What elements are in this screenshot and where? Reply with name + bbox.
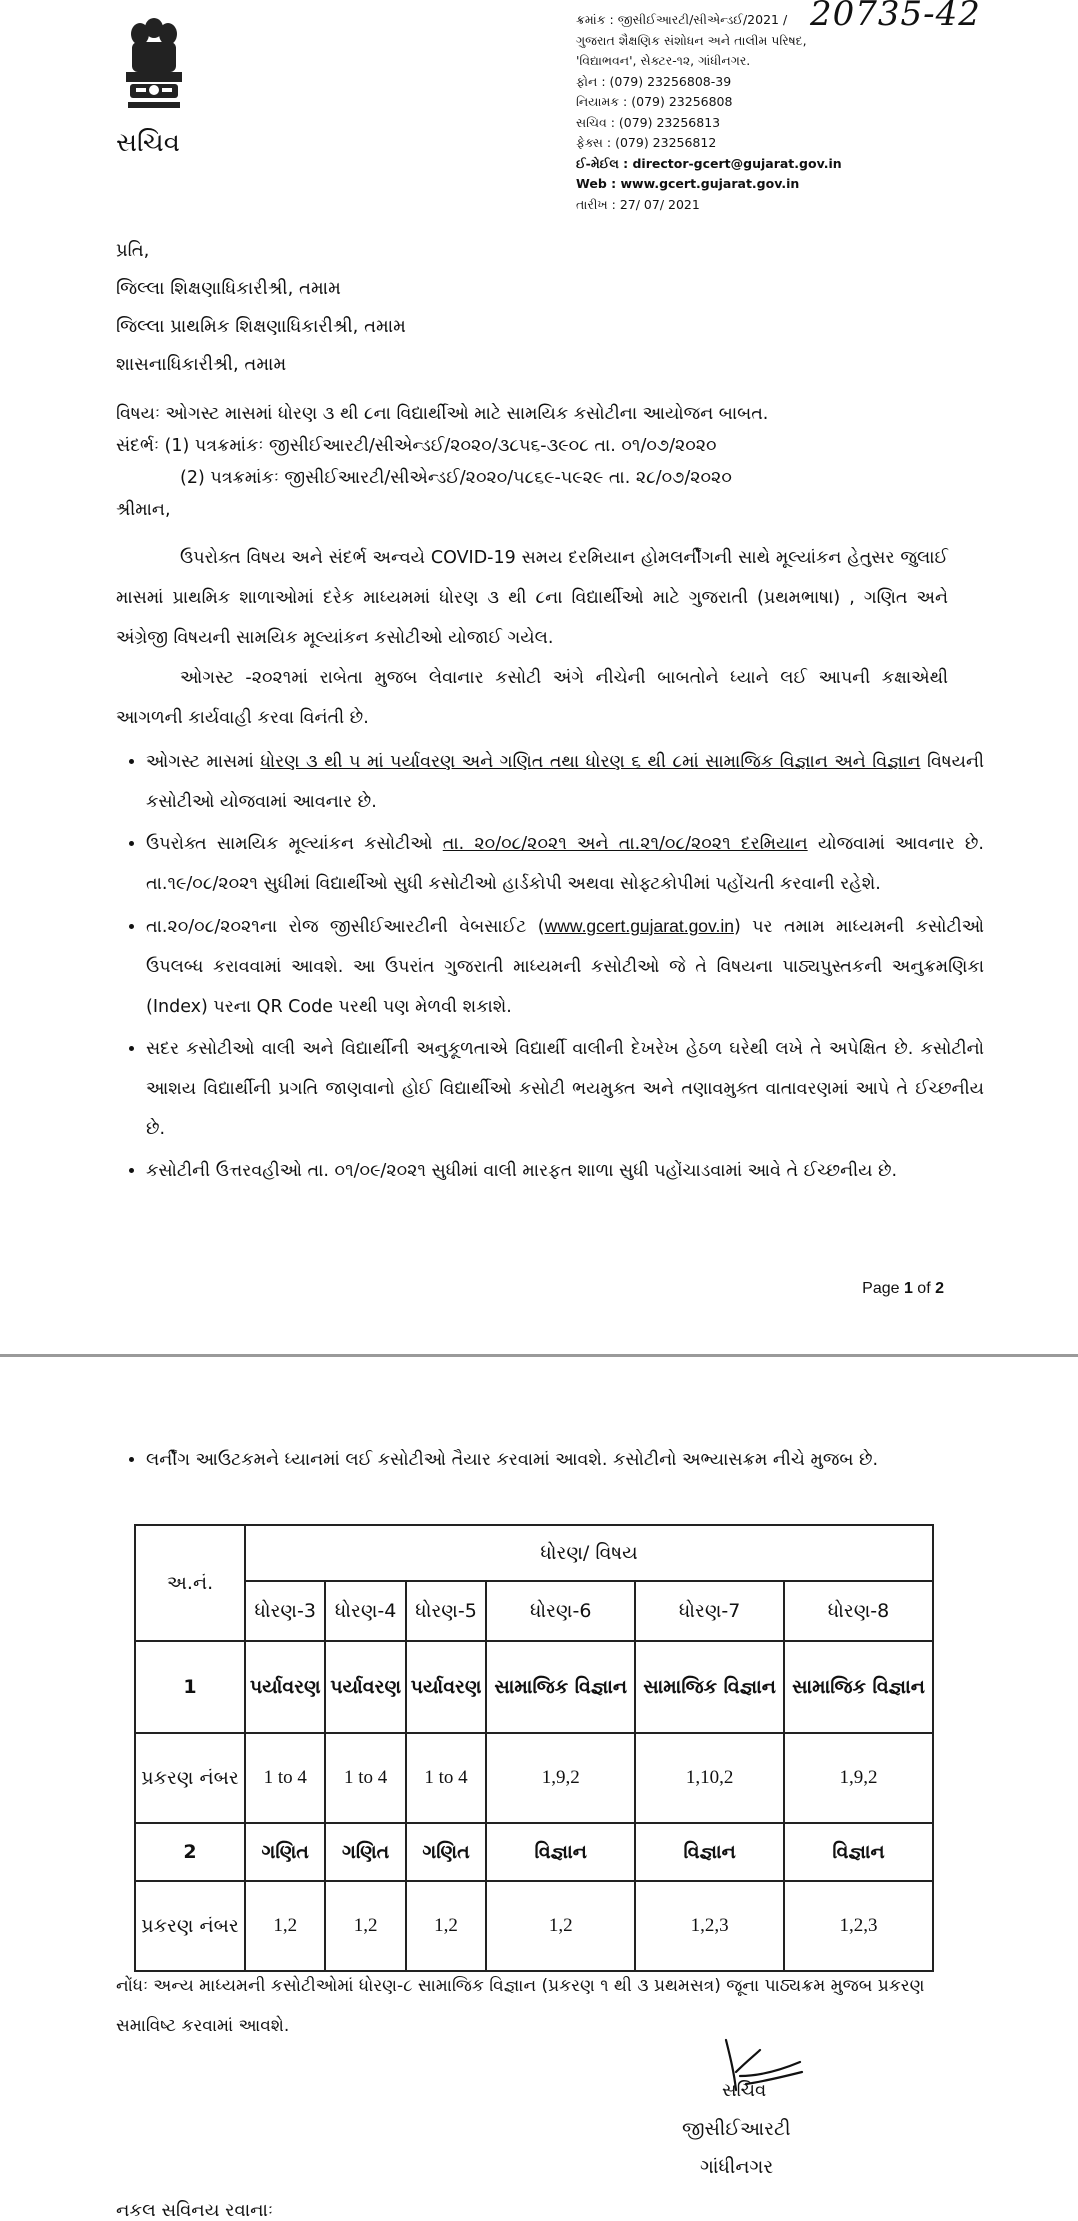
std-header: ધોરણ-3 <box>245 1581 325 1641</box>
underlined-text: તા. ૨૦/૦૮/૨૦૨૧ અને તા.૨૧/૦૮/૨૦૨૧ દરમિયાન <box>442 834 808 854</box>
table-row <box>135 1823 933 1881</box>
std-header: ધોરણ-5 <box>406 1581 486 1641</box>
handwritten-outward-number: 20735-42 <box>810 0 981 34</box>
reference-2: (2) પત્રક્રમાંકઃ જીસીઈઆરટી/સીએન્ડઈ/૨૦૨૦/૫૮૬૯-૫૯૨૯ તા. ૨૮/૦૭/૨૦૨૦ <box>180 468 732 488</box>
recipient-line: જિલ્લા પ્રાથમિક શિક્ષણાધિકારીશ્રી, તમામ <box>116 316 406 337</box>
subject-cell: સામાજિક વિજ્ઞાન <box>635 1641 784 1733</box>
page-number: Page 1 of 2 <box>862 1280 944 1297</box>
sr-no: 1 <box>135 1641 245 1733</box>
std-header: ધોરણ-8 <box>784 1581 933 1641</box>
sender-designation: સચિવ <box>116 128 180 158</box>
body-paragraph-2: ઓગસ્ટ -૨૦૨૧માં રાબેતા મુજબ લેવાનાર કસોટી અંગે નીચેની બાબતોને ધ્યાને લઈ આપની કક્ષાએથી આગળની કાર્યવાહી કરવા વિનંતી છે. <box>116 668 948 728</box>
chapter-label: પ્રકરણ નંબર <box>135 1881 245 1971</box>
chapter-cell: 1,2,3 <box>635 1881 784 1971</box>
chapter-cell: 1 to 4 <box>406 1733 486 1823</box>
list-item: • તા.૨૦/૦૮/૨૦૨૧ના રોજ જીસીઈઆરટીની વેબસાઈટ (www.gcert.gujarat.gov.in) પર તમામ માધ્યમની કસોટીઓ ઉપલબ્ધ કરાવવામાં આવશે. આ ઉપરાંત ગુજરાતી માધ્યમની કસોટીઓ જે તે વિષયના પાઠ્યપુસ્તકની અનુક્રમણિકા (Index) પરના QR Code પરથી પણ મેળવી શકાશે. <box>146 906 984 1027</box>
chapter-cell: 1,2 <box>486 1881 635 1971</box>
org-address: 'વિદ્યાભવન', સેક્ટર-૧૨, ગાંધીનગર. <box>576 53 751 68</box>
table-row <box>135 1733 933 1823</box>
phone: ફોન : (079) 23256808-39 <box>576 73 732 89</box>
subject-cell: સામાજિક વિજ્ઞાન <box>784 1641 933 1733</box>
subject-block <box>116 398 768 526</box>
date: તારીખ : 27/ 07/ 2021 <box>576 196 700 212</box>
reference-1: સંદર્ભઃ (1) પત્રક્રમાંકઃ જીસીઈઆરટી/સીએન્ડઈ/૨૦૨૦/૩૮૫૬-૩૯૦૮ તા. ૦૧/૦૭/૨૦૨૦ <box>116 436 717 456</box>
subject-cell: વિજ્ઞાન <box>486 1823 635 1881</box>
chapter-cell: 1 to 4 <box>325 1733 405 1823</box>
phone-secretary: સચિવ : (079) 23256813 <box>576 114 721 130</box>
letter-number: ક્રમાંક : જીસીઈઆરટી/સીએન્ડઈ/2021 / <box>576 12 788 27</box>
sr-header: અ.નં. <box>135 1525 245 1641</box>
underlined-text: ધોરણ ૩ થી ૫ માં પર્યાવરણ અને ગણિત તથા ધોરણ ૬ થી ૮માં સામાજિક વિજ્ઞાન અને વિજ્ઞાન <box>260 752 921 772</box>
chapter-label: પ્રકરણ નંબર <box>135 1733 245 1823</box>
phone-director: નિયામક : (079) 23256808 <box>576 94 733 109</box>
group-header: ધોરણ/ વિષય <box>245 1525 933 1581</box>
syllabus-table <box>134 1524 934 1972</box>
recipient-line: જિલ્લા શિક્ષણાધિકારીશ્રી, તમામ <box>116 278 341 299</box>
note: નોંધઃ અન્ય માધ્યમની કસોટીઓમાં ધોરણ-૮ સામાજિક વિજ્ઞાન (પ્રકરણ ૧ થી ૩ પ્રથમસત્ર) જૂના પાઠ્યક્રમ મુજબ પ્રકરણ સમાવિષ્ટ કરવામાં આવશે. <box>116 1976 925 2036</box>
website: Web : www.gcert.gujarat.gov.in <box>576 176 800 191</box>
body-paragraph-1: ઉપરોક્ત વિષય અને સંદર્ભ અન્વયે COVID-19 સમય દરમિયાન હોમલર્નીંગની સાથે મૂલ્યાંકન હેતુસર જુલાઈ માસમાં પ્રાથમિક શાળાઓમાં દરેક માધ્યમમાં ધોરણ ૩ થી ૮ના વિદ્યાર્થીઓ માટે ગુજરાતી (પ્રથમભાષા) , ગણિત અને અંગ્રેજી વિષયની સામયિક મૂલ્યાંકન કસોટીઓ યોજાઈ ગયેલ. <box>116 548 948 648</box>
instruction-list <box>110 742 984 1193</box>
list-item: • ઓગસ્ટ માસમાં ધોરણ ૩ થી ૫ માં પર્યાવરણ અને ગણિત તથા ધોરણ ૬ થી ૮માં સામાજિક વિજ્ઞાન અને વિજ્ઞાન વિષયની કસોટીઓ યોજવામાં આવનાર છે. <box>146 742 984 822</box>
page-break <box>0 1354 1078 1357</box>
subject-line: વિષયઃ ઓગસ્ટ માસમાં ધોરણ ૩ થી ૮ના વિદ્યાર્થીઓ માટે સામયિક કસોટીના આયોજન બાબત. <box>116 404 769 424</box>
table-row <box>135 1641 933 1733</box>
std-header: ધોરણ-6 <box>486 1581 635 1641</box>
signatory-designation: સચિવ <box>722 2080 767 2101</box>
state-emblem-icon <box>118 14 190 114</box>
list-item: • ઉપરોક્ત સામયિક મૂલ્યાંકન કસોટીઓ તા. ૨૦/૦૮/૨૦૨૧ અને તા.૨૧/૦૮/૨૦૨૧ દરમિયાન યોજવામાં આવનાર છે. તા.૧૯/૦૮/૨૦૨૧ સુધીમાં વિદ્યાર્થીઓ સુધી કસોટીઓ હાર્ડકોપી અથવા સોફ્ટકોપીમાં પહોંચતી કરવાની રહેશે. <box>146 824 984 904</box>
subject-cell: ગણિત <box>406 1823 486 1881</box>
page2-list <box>110 1440 984 1482</box>
salutation: શ્રીમાન, <box>116 500 171 520</box>
contact-block <box>576 0 981 215</box>
subject-cell: વિજ્ઞાન <box>635 1823 784 1881</box>
subject-cell: વિજ્ઞાન <box>784 1823 933 1881</box>
chapter-cell: 1,2 <box>406 1881 486 1971</box>
chapter-cell: 1,10,2 <box>635 1733 784 1823</box>
subject-cell: પર્યાવરણ <box>245 1641 325 1733</box>
email: ઈ-મેઈલ : director-gcert@gujarat.gov.in <box>576 155 842 171</box>
chapter-cell: 1,2 <box>245 1881 325 1971</box>
chapter-cell: 1,9,2 <box>784 1733 933 1823</box>
subject-cell: પર્યાવરણ <box>325 1641 405 1733</box>
signatory-place: ગાંધીનગર <box>700 2156 774 2178</box>
std-header: ધોરણ-4 <box>325 1581 405 1641</box>
chapter-cell: 1,9,2 <box>486 1733 635 1823</box>
standards-row <box>135 1581 933 1641</box>
recipient-to: પ્રતિ, <box>116 240 150 261</box>
copy-to: નકલ સવિનય રવાનાઃ <box>116 2200 274 2221</box>
recipient-line: શાસનાધિકારીશ્રી, તમામ <box>116 354 287 375</box>
chapter-cell: 1,2,3 <box>784 1881 933 1971</box>
subject-cell: ગણિત <box>245 1823 325 1881</box>
chapter-cell: 1,2 <box>325 1881 405 1971</box>
recipients-block <box>116 232 406 384</box>
website-link[interactable]: www.gcert.gujarat.gov.in <box>544 916 734 936</box>
list-item: • કસોટીની ઉત્તરવહીઓ તા. ૦૧/૦૯/૨૦૨૧ સુધીમાં વાલી મારફત શાળા સુધી પહોંચાડવામાં આવે તે ઈચ્છનીય છે. <box>146 1151 984 1191</box>
signatory-org: જીસીઈઆરટી <box>682 2118 791 2140</box>
table-row <box>135 1881 933 1971</box>
sr-no: 2 <box>135 1823 245 1881</box>
fax: ફેક્સ : (079) 23256812 <box>576 135 717 150</box>
subject-cell: ગણિત <box>325 1823 405 1881</box>
subject-cell: સામાજિક વિજ્ઞાન <box>486 1641 635 1733</box>
chapter-cell: 1 to 4 <box>245 1733 325 1823</box>
subject-cell: પર્યાવરણ <box>406 1641 486 1733</box>
std-header: ધોરણ-7 <box>635 1581 784 1641</box>
list-item: • સદર કસોટીઓ વાલી અને વિદ્યાર્થીની અનુકૂળતાએ વિદ્યાર્થી વાલીની દેખરેખ હેઠળ ઘરેથી લખે તે અપેક્ષિત છે. કસોટીનો આશય વિદ્યાર્થીની પ્રગતિ જાણવાનો હોઈ વિદ્યાર્થીઓ કસોટી ભયમુક્ત અને તણાવમુક્ત વાતાવરણમાં આપે તે ઈચ્છનીય છે. <box>146 1029 984 1149</box>
list-item: • લર્નીંગ આઉટકમને ધ્યાનમાં લઈ કસોટીઓ તૈયાર કરવામાં આવશે. કસોટીનો અભ્યાસક્રમ નીચે મુજબ છે. <box>146 1440 984 1480</box>
org-name: ગુજરાત શૈક્ષણિક સંશોધન અને તાલીમ પરિષદ, <box>576 32 807 48</box>
